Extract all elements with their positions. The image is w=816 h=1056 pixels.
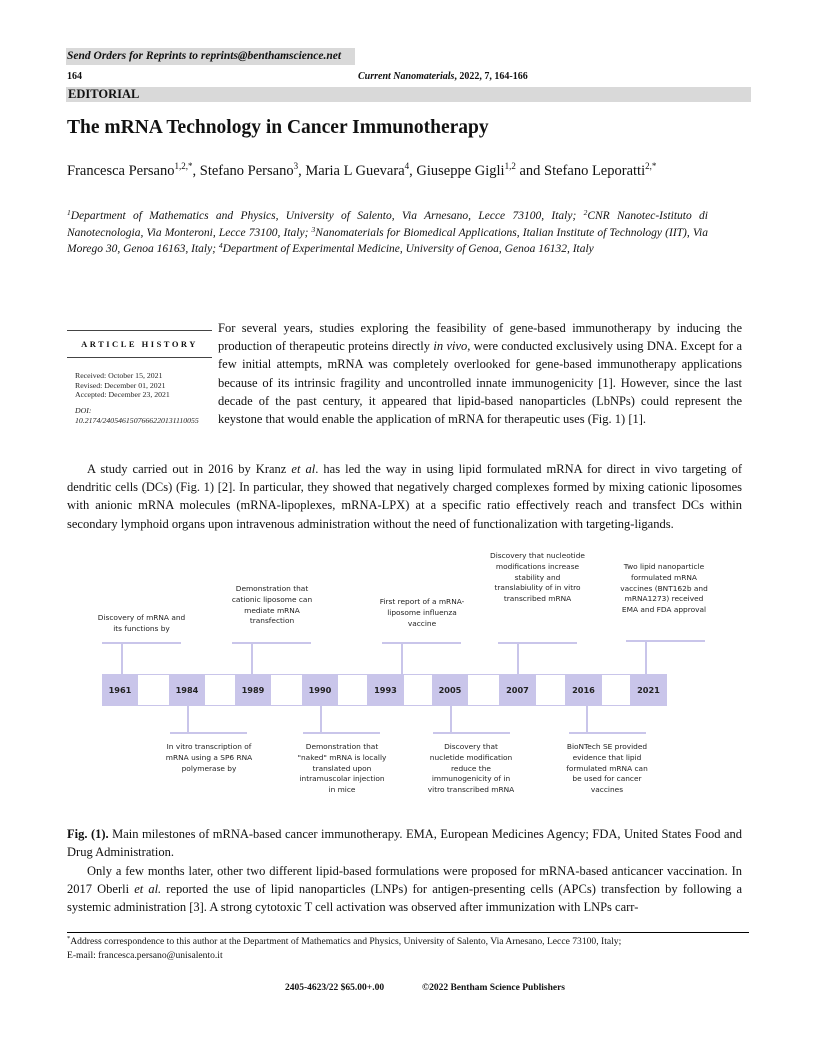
- author-separator: ,: [298, 163, 306, 179]
- year-box-1989: 1989: [235, 674, 271, 706]
- affiliation-mark: 3: [311, 224, 316, 234]
- author: Francesca Persano: [67, 163, 175, 179]
- bracket-1993: [382, 642, 461, 644]
- intro-paragraph: [218, 319, 742, 428]
- author-affiliation-mark: 1,2,*: [174, 161, 193, 171]
- affiliations: [67, 208, 708, 258]
- body-paragraph-1: [67, 460, 742, 533]
- event-1993: First report of a mRNA-liposome influenza vaccine: [379, 597, 465, 628]
- accepted-date: Accepted: December 23, 2021: [75, 390, 170, 399]
- year-box-2016: 2016: [565, 674, 602, 706]
- author-separator: ,: [409, 163, 417, 179]
- received-date: Received: October 15, 2021: [75, 371, 163, 380]
- italic-text: in vivo: [433, 339, 468, 354]
- footnote-email[interactable]: E-mail: francesca.persano@unisalento.it: [67, 949, 223, 961]
- revised-date: Revised: December 01, 2021: [75, 380, 166, 390]
- year-box-2005: 2005: [432, 674, 468, 706]
- connector-1984: [187, 706, 189, 733]
- author: Stefano Leporatti: [544, 163, 646, 179]
- text: reported the use of lipid nanoparticles (LNPs) for antigen-presenting cells (APCs) transfection by following a systemic administration [3]. A strong cytotoxic T cell activation was observed after immunization with LNPs carr-: [67, 882, 743, 915]
- bracket-1984: [170, 732, 247, 734]
- body-paragraph-2: [67, 862, 742, 917]
- affiliation-mark: 1: [67, 208, 71, 217]
- text: For several years, studies exploring the feasibility of gene-based immunotherapy by inducing the production of therapeutic proteins directly: [218, 321, 742, 354]
- event-1990: Demonstration that "naked" mRNA is locally translated upon intramuscolar injection in mice: [297, 742, 387, 795]
- italic-text: et al.: [134, 882, 162, 897]
- author-affiliation-mark: 4: [404, 161, 410, 171]
- author: Maria L Guevara: [305, 163, 405, 179]
- year-box-2007: 2007: [499, 674, 536, 706]
- event-2005: Discovery that nucletide modification reduce the immunogenicity of in vitro transcribed mRNA: [427, 742, 515, 795]
- text: . has led the way in using lipid formulated mRNA for direct in vivo targeting of dendritic cells (DCs) (Fig. 1) [2]. In particular, they showed that negatively charged complexes formed by mixing cationic liposomes with anionic mRNA molecules (mRNA-lipoplexes, mRNA-LPX) at a specific ratio effectively reach and transfect DCs within secondary lymphoid organs upon intravenous administration without the need of functionalization with targeting-ligands.: [67, 462, 742, 531]
- article-title: The mRNA Technology in Cancer Immunotherapy: [67, 117, 489, 138]
- connector-1990: [320, 706, 322, 733]
- page-number: 164: [67, 71, 82, 82]
- text: , were conducted exclusively using DNA. Except for a few initial attempts, mRNA was completely overlooked for gene-based immunotherapy applications because of its intrinsic fragility and uncontrolled innate immunogenicity [1]. However, since the last decade of the past century, it appeared that lipid-based nanoparticles (LbNPs) could represent the keystone that would enable the application of mRNA for therapeutic uses (Fig. 1) [1].: [218, 339, 742, 427]
- bracket-2007: [498, 642, 577, 644]
- bracket-2021: [626, 640, 705, 642]
- figure-caption: [67, 825, 742, 861]
- history-title: ARTICLE HISTORY: [81, 339, 198, 349]
- affiliation: Nanomaterials for Biomedical Applications, Italian Institute of Technology (IIT), Via Morego 30, Genoa 16163, Italy;: [67, 226, 708, 255]
- event-1984: In vitro transcription of mRNA using a SP6 RNA polymerase by: [165, 742, 253, 773]
- author-affiliation-mark: 3: [293, 161, 299, 171]
- timeline-figure: [90, 545, 730, 825]
- year-box-1990: 1990: [302, 674, 338, 706]
- bracket-1961: [102, 642, 181, 644]
- text: Only a few months later, other two different lipid-based formulations were proposed for mRNA-based anticancer vaccination. In 2017 Oberli: [67, 864, 742, 897]
- author-separator: and: [515, 163, 545, 179]
- author: Giuseppe Gigli: [416, 163, 505, 179]
- author-affiliation-mark: 2,*: [645, 161, 657, 171]
- connector-1961: [121, 642, 123, 674]
- event-2021: Two lipid nanoparticle formulated mRNA vaccines (BNT162b and mRNA1273) received EMA and FDA approval: [620, 562, 708, 615]
- affiliation-mark: 4: [218, 241, 223, 250]
- footnote-rule: [67, 932, 749, 933]
- connector-2007: [517, 642, 519, 674]
- event-1961: Discovery of mRNA and its functions by: [97, 613, 186, 633]
- author-separator: ,: [192, 163, 200, 179]
- journal-details: , 2022, 7, 164-166: [454, 71, 528, 82]
- text: A study carried out in 2016 by Kranz: [87, 462, 292, 476]
- year-box-1993: 1993: [367, 674, 404, 706]
- year-box-1961: 1961: [102, 674, 138, 706]
- history-dates: [75, 371, 170, 400]
- connector-2016: [586, 706, 588, 733]
- correspondence-footnote: [67, 935, 621, 962]
- journal-citation: [358, 71, 528, 82]
- connector-2005: [450, 706, 452, 733]
- caption-text: Main milestones of mRNA-based cancer immunotherapy. EMA, European Medicines Agency; FDA, United States Food and Drug Administration.: [67, 827, 742, 860]
- author-list: [67, 163, 656, 180]
- doi-link[interactable]: 10.2174/2405461507666220131110055: [75, 415, 199, 425]
- affiliation: Department of Experimental Medicine, University of Genoa, Genoa 16132, Italy: [222, 243, 594, 255]
- event-1989: Demonstration that cationic liposome can mediate mRNA transfection: [231, 584, 313, 626]
- issn-price: 2405-4623/22 $65.00+.00: [285, 983, 385, 993]
- year-box-2021: 2021: [630, 674, 667, 706]
- journal-name: Current Nanomaterials: [358, 71, 455, 82]
- doi-block: [75, 406, 199, 425]
- affiliation: CNR Nanotec-Istituto di Nanotecnologia, Via Monteroni, Lecce 73100, Italy;: [67, 210, 708, 239]
- doi-label: DOI:: [75, 406, 92, 415]
- reprint-notice: Send Orders for Reprints to reprints@benthamscience.net: [66, 48, 355, 65]
- footnote-mark: *: [67, 935, 71, 942]
- bracket-1989: [232, 642, 311, 644]
- affiliation-mark: 2: [583, 208, 588, 217]
- footnote-address: Address correspondence to this author at the Department of Mathematics and Physics, University of Salento, Via Arnesano, Lecce 73100, Italy;: [70, 936, 622, 947]
- bracket-2016: [569, 732, 646, 734]
- year-box-1984: 1984: [169, 674, 205, 706]
- event-2016: BioNTech SE provided evidence that lipid formulated mRNA can be used for cancer vaccines: [566, 742, 648, 795]
- italic-text: et al: [291, 462, 316, 476]
- connector-1993: [401, 642, 403, 674]
- connector-2021: [645, 642, 647, 674]
- author-affiliation-mark: 1,2: [504, 161, 516, 171]
- copyright: ©2022 Bentham Science Publishers: [422, 983, 566, 993]
- history-rule-bottom: [67, 357, 212, 358]
- figure-label: Fig. (1).: [67, 827, 109, 841]
- bracket-2005: [433, 732, 510, 734]
- affiliation: Department of Mathematics and Physics, University of Salento, Via Arnesano, Lecce 73100, Italy;: [70, 210, 584, 222]
- event-2007: Discovery that nucleotide modifications increase stability and translabiulity of in vitro transcribed mRNA: [490, 551, 585, 604]
- bracket-1990: [303, 732, 380, 734]
- author: Stefano Persano: [199, 163, 294, 179]
- section-label: EDITORIAL: [66, 87, 751, 102]
- connector-1989: [251, 642, 253, 674]
- history-rule-top: [67, 330, 212, 331]
